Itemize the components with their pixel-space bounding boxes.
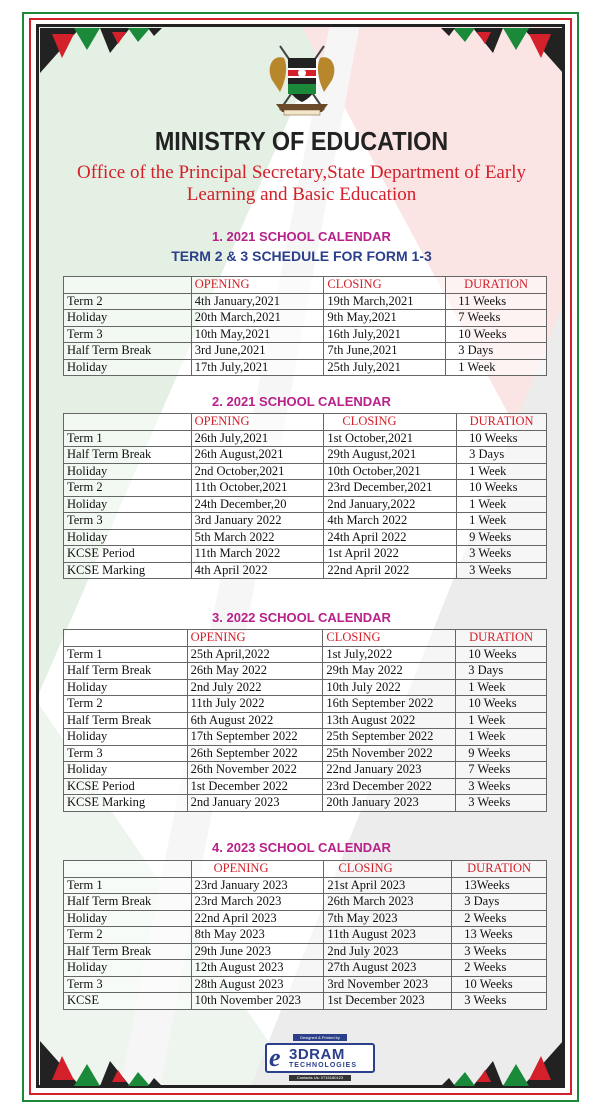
table-row <box>64 729 547 746</box>
empty-header-cell <box>64 861 192 878</box>
period-cell: Half Term Break <box>64 894 192 911</box>
closing-cell: 13th August 2022 <box>323 712 456 729</box>
closing-cell: 25th July,2021 <box>324 359 446 376</box>
table-body <box>64 293 547 376</box>
duration-cell: 2 Weeks <box>452 910 547 927</box>
footer-logo <box>261 1034 379 1084</box>
duration-cell: 1 Week <box>457 513 547 530</box>
period-cell: Half Term Break <box>64 343 192 360</box>
duration-header: DURATION <box>457 414 547 431</box>
period-cell: Holiday <box>64 359 192 376</box>
table-header-row <box>64 414 547 431</box>
duration-header: DURATION <box>456 630 547 647</box>
duration-cell: 3 Weeks <box>457 546 547 563</box>
duration-cell: 3 Weeks <box>452 993 547 1010</box>
logo-sub-text: TECHNOLOGIES <box>289 1062 358 1069</box>
table-row <box>64 310 547 327</box>
calendar-table-4 <box>63 860 547 1010</box>
closing-cell: 20th January 2023 <box>323 795 456 812</box>
subtitle-line-2: Learning and Basic Education <box>186 184 417 205</box>
closing-cell: 29th May 2022 <box>323 663 456 680</box>
period-cell: Half Term Break <box>64 447 192 464</box>
table-header-row <box>64 277 547 294</box>
empty-header-cell <box>64 630 188 647</box>
opening-cell: 11th March 2022 <box>191 546 324 563</box>
table-row <box>64 646 547 663</box>
opening-cell: 28th August 2023 <box>191 976 324 993</box>
table-row <box>64 679 547 696</box>
closing-cell: 26th March 2023 <box>324 894 452 911</box>
period-cell: Term 3 <box>64 513 192 530</box>
closing-cell: 19th March,2021 <box>324 293 446 310</box>
closing-cell: 1st October,2021 <box>324 430 457 447</box>
table-header-row <box>64 861 547 878</box>
opening-cell: 23rd March 2023 <box>191 894 324 911</box>
table-row <box>64 960 547 977</box>
table-row <box>64 513 547 530</box>
period-cell: KCSE <box>64 993 192 1010</box>
table-row <box>64 480 547 497</box>
period-cell: Term 2 <box>64 480 192 497</box>
table-row <box>64 927 547 944</box>
opening-cell: 20th March,2021 <box>191 310 324 327</box>
closing-cell: 1st December 2023 <box>324 993 452 1010</box>
opening-cell: 26th May 2022 <box>187 663 323 680</box>
closing-cell: 2nd January,2022 <box>324 496 457 513</box>
period-cell: Term 1 <box>64 646 188 663</box>
table-row <box>64 877 547 894</box>
opening-cell: 12th August 2023 <box>191 960 324 977</box>
opening-cell: 10th May,2021 <box>191 326 324 343</box>
opening-cell: 5th March 2022 <box>191 529 324 546</box>
period-cell: Term 3 <box>64 976 192 993</box>
e-letter-logo-icon: e <box>269 1043 281 1072</box>
duration-cell: 10 Weeks <box>456 696 547 713</box>
empty-header-cell <box>64 277 192 294</box>
calendar-table-2 <box>63 413 547 579</box>
calendar-table-3 <box>63 629 547 812</box>
period-cell: Holiday <box>64 960 192 977</box>
table-row <box>64 293 547 310</box>
table-row <box>64 894 547 911</box>
duration-cell: 9 Weeks <box>457 529 547 546</box>
duration-cell: 3 Days <box>456 663 547 680</box>
opening-cell: 3rd January 2022 <box>191 513 324 530</box>
closing-cell: 16th September 2022 <box>323 696 456 713</box>
opening-cell: 26th November 2022 <box>187 762 323 779</box>
table-row <box>64 343 547 360</box>
duration-cell: 3 Weeks <box>456 778 547 795</box>
closing-cell: 21st April 2023 <box>324 877 452 894</box>
period-cell: Term 1 <box>64 877 192 894</box>
section-1-heading: 1. 2021 SCHOOL CALENDAR <box>212 229 391 244</box>
contact-label: Contacts Us: 0715180123 <box>289 1075 351 1081</box>
opening-cell: 25th April,2022 <box>187 646 323 663</box>
closing-cell: 22nd January 2023 <box>323 762 456 779</box>
section-4-heading: 4. 2023 SCHOOL CALENDAR <box>212 840 391 855</box>
opening-cell: 3rd June,2021 <box>191 343 324 360</box>
closing-cell: 24th April 2022 <box>324 529 457 546</box>
duration-header: DURATION <box>446 277 547 294</box>
table-row <box>64 712 547 729</box>
opening-header: OPENING <box>187 630 323 647</box>
opening-cell: 24th December,20 <box>191 496 324 513</box>
closing-header: CLOSING <box>323 630 456 647</box>
duration-cell: 1 Week <box>456 679 547 696</box>
duration-cell: 1 Week <box>456 729 547 746</box>
period-cell: Half Term Break <box>64 663 188 680</box>
opening-cell: 11th October,2021 <box>191 480 324 497</box>
table-row <box>64 778 547 795</box>
period-cell: Term 3 <box>64 745 188 762</box>
opening-cell: 4th April 2022 <box>191 562 324 579</box>
closing-cell: 25th November 2022 <box>323 745 456 762</box>
opening-cell: 4th January,2021 <box>191 293 324 310</box>
table-row <box>64 463 547 480</box>
table-row <box>64 663 547 680</box>
closing-header: CLOSING <box>324 414 457 431</box>
subtitle-line-1: Office of the Principal Secretary,State Department of Early <box>77 162 526 183</box>
duration-cell: 3 Weeks <box>452 943 547 960</box>
opening-cell: 6th August 2022 <box>187 712 323 729</box>
closing-cell: 4th March 2022 <box>324 513 457 530</box>
period-cell: Term 1 <box>64 430 192 447</box>
opening-header: OPENING <box>191 414 324 431</box>
closing-cell: 1st April 2022 <box>324 546 457 563</box>
duration-cell: 11 Weeks <box>446 293 547 310</box>
empty-header-cell <box>64 414 192 431</box>
duration-cell: 3 Weeks <box>457 562 547 579</box>
duration-cell: 1 Week <box>456 712 547 729</box>
closing-cell: 2nd July 2023 <box>324 943 452 960</box>
opening-header: OPENING <box>191 277 324 294</box>
duration-cell: 3 Weeks <box>456 795 547 812</box>
table-body <box>64 430 547 579</box>
duration-cell: 10 Weeks <box>446 326 547 343</box>
closing-cell: 27th August 2023 <box>324 960 452 977</box>
duration-header: DURATION <box>452 861 547 878</box>
duration-cell: 2 Weeks <box>452 960 547 977</box>
period-cell: Holiday <box>64 529 192 546</box>
period-cell: Term 2 <box>64 927 192 944</box>
opening-cell: 22nd April 2023 <box>191 910 324 927</box>
designed-by-label: Designed & Printed by <box>293 1034 347 1041</box>
opening-cell: 2nd January 2023 <box>187 795 323 812</box>
duration-cell: 3 Days <box>457 447 547 464</box>
period-cell: KCSE Period <box>64 778 188 795</box>
closing-cell: 29th August,2021 <box>324 447 457 464</box>
calendar-table-1 <box>63 276 547 376</box>
table-row <box>64 745 547 762</box>
duration-cell: 3 Days <box>446 343 547 360</box>
opening-cell: 2nd October,2021 <box>191 463 324 480</box>
opening-cell: 26th September 2022 <box>187 745 323 762</box>
opening-cell: 2nd July 2022 <box>187 679 323 696</box>
closing-cell: 22nd April 2022 <box>324 562 457 579</box>
section-2-heading: 2. 2021 SCHOOL CALENDAR <box>212 394 391 409</box>
duration-cell: 9 Weeks <box>456 745 547 762</box>
opening-cell: 17th July,2021 <box>191 359 324 376</box>
period-cell: Term 2 <box>64 696 188 713</box>
duration-cell: 1 Week <box>446 359 547 376</box>
duration-cell: 7 Weeks <box>446 310 547 327</box>
table-row <box>64 430 547 447</box>
opening-cell: 26th August,2021 <box>191 447 324 464</box>
table-body <box>64 877 547 1009</box>
table-row <box>64 993 547 1010</box>
table-row <box>64 762 547 779</box>
opening-cell: 11th July 2022 <box>187 696 323 713</box>
page-title: MINISTRY OF EDUCATION <box>154 126 449 156</box>
closing-cell: 16th July,2021 <box>324 326 446 343</box>
closing-cell: 7th June,2021 <box>324 343 446 360</box>
table-row <box>64 910 547 927</box>
duration-cell: 1 Week <box>457 496 547 513</box>
section-3-heading: 3. 2022 SCHOOL CALENDAR <box>212 610 391 625</box>
duration-cell: 7 Weeks <box>456 762 547 779</box>
table-body <box>64 646 547 811</box>
opening-cell: 8th May 2023 <box>191 927 324 944</box>
closing-cell: 9th May,2021 <box>324 310 446 327</box>
closing-cell: 10th July 2022 <box>323 679 456 696</box>
period-cell: Holiday <box>64 762 188 779</box>
closing-cell: 7th May 2023 <box>324 910 452 927</box>
table-row <box>64 546 547 563</box>
period-cell: Term 3 <box>64 326 192 343</box>
duration-cell: 10 Weeks <box>457 430 547 447</box>
opening-cell: 10th November 2023 <box>191 993 324 1010</box>
period-cell: Holiday <box>64 910 192 927</box>
closing-cell: 10th October,2021 <box>324 463 457 480</box>
table-row <box>64 529 547 546</box>
closing-header: CLOSING <box>324 277 446 294</box>
table-row <box>64 976 547 993</box>
closing-cell: 1st July,2022 <box>323 646 456 663</box>
table-row <box>64 943 547 960</box>
opening-cell: 26th July,2021 <box>191 430 324 447</box>
duration-cell: 1 Week <box>457 463 547 480</box>
subtitle <box>40 162 563 206</box>
period-cell: Holiday <box>64 463 192 480</box>
period-cell: Half Term Break <box>64 943 192 960</box>
period-cell: Holiday <box>64 729 188 746</box>
duration-cell: 10 Weeks <box>457 480 547 497</box>
table-header-row <box>64 630 547 647</box>
period-cell: KCSE Marking <box>64 562 192 579</box>
duration-cell: 3 Days <box>452 894 547 911</box>
duration-cell: 13Weeks <box>452 877 547 894</box>
logo-main-text: 3DRAM <box>289 1046 345 1063</box>
closing-cell: 11th August 2023 <box>324 927 452 944</box>
logo-box <box>265 1043 375 1073</box>
table-row <box>64 359 547 376</box>
period-cell: Term 2 <box>64 293 192 310</box>
opening-header: OPENING <box>191 861 324 878</box>
kenya-coat-of-arms-icon <box>262 40 342 120</box>
closing-cell: 23rd December 2022 <box>323 778 456 795</box>
period-cell: Half Term Break <box>64 712 188 729</box>
opening-cell: 29th June 2023 <box>191 943 324 960</box>
closing-cell: 23rd December,2021 <box>324 480 457 497</box>
closing-cell: 25th September 2022 <box>323 729 456 746</box>
table-row <box>64 696 547 713</box>
opening-cell: 1st December 2022 <box>187 778 323 795</box>
closing-header: CLOSING <box>324 861 452 878</box>
period-cell: Holiday <box>64 679 188 696</box>
period-cell: Holiday <box>64 496 192 513</box>
duration-cell: 13 Weeks <box>452 927 547 944</box>
table-row <box>64 447 547 464</box>
period-cell: KCSE Period <box>64 546 192 563</box>
table-row <box>64 326 547 343</box>
table-row <box>64 795 547 812</box>
table-row <box>64 562 547 579</box>
opening-cell: 17th September 2022 <box>187 729 323 746</box>
period-cell: KCSE Marking <box>64 795 188 812</box>
table-row <box>64 496 547 513</box>
duration-cell: 10 Weeks <box>452 976 547 993</box>
opening-cell: 23rd January 2023 <box>191 877 324 894</box>
duration-cell: 10 Weeks <box>456 646 547 663</box>
section-1-subheading: TERM 2 & 3 SCHEDULE FOR FORM 1-3 <box>171 248 432 264</box>
closing-cell: 3rd November 2023 <box>324 976 452 993</box>
period-cell: Holiday <box>64 310 192 327</box>
